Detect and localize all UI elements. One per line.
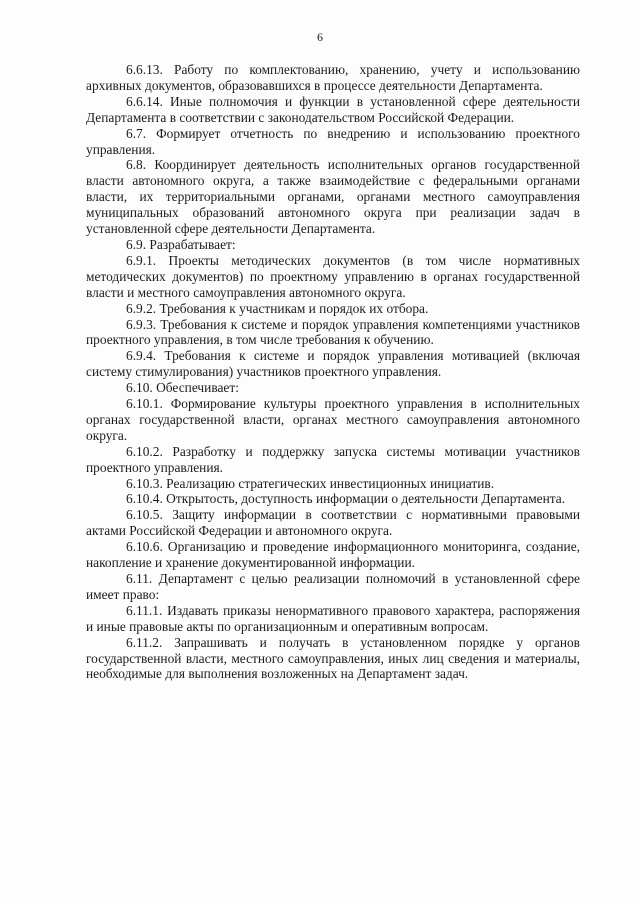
paragraph-6-9-3: 6.9.3. Требования к системе и порядок управления компетенциями участников проектного управления, в том числе требования к обучению. — [86, 316, 580, 348]
paragraph-6-11-2: 6.11.2. Запрашивать и получать в установленном порядке у органов государственной власти, местного самоуправления, иных лиц сведения и материалы, необходимые для выполнения возложенных на Департамент задач. — [86, 634, 580, 682]
paragraph-6-8: 6.8. Координирует деятельность исполнительных органов государственной власти автономного округа, а также взаимодействие с федеральными органами власти, их территориальными органами, органами местного самоуправления муниципальных образований автономного округа при реализации задач в установленной сфере деятельности Департамента. — [86, 157, 580, 237]
paragraph-6-9-4: 6.9.4. Требования к системе и порядок управления мотивацией (включая систему стимулирования) участников проектного управления. — [86, 348, 580, 380]
page-number: 6 — [317, 30, 323, 44]
paragraph-6-7: 6.7. Формирует отчетность по внедрению и использованию проектного управления. — [86, 125, 580, 157]
paragraph-6-10-1: 6.10.1. Формирование культуры проектного управления в исполнительных органах государственной власти, органах местного самоуправления автономного округа. — [86, 396, 580, 443]
paragraph-6-9: 6.9. Разрабатывает: — [126, 236, 236, 252]
paragraph-6-6-14: 6.6.14. Иные полномочия и функции в установленной сфере деятельности Департамента в соответствии с законодательством Российской Федерации. — [86, 93, 580, 125]
paragraph-6-10-6: 6.10.6. Организацию и проведение информационного мониторинга, создание, накопление и хранение документированной информации. — [86, 539, 580, 571]
paragraph-6-11: 6.11. Департамент с целью реализации полномочий в установленной сфере имеет право: — [86, 571, 580, 602]
paragraph-6-10-3: 6.10.3. Реализацию стратегических инвестиционных инициатив. — [126, 475, 495, 491]
paragraph-6-6-13: 6.6.13. Работу по комплектованию, хранению, учету и использованию архивных документов, образовавшихся в процессе деятельности Департамента. — [86, 62, 580, 93]
paragraph-6-10-4: 6.10.4. Открытость, доступность информации о деятельности Департамента. — [126, 491, 566, 507]
paragraph-6-10-5: 6.10.5. Защиту информации в соответствии с нормативными правовыми актами Российской Федерации и автономного округа. — [86, 507, 580, 539]
paragraph-6-11-1: 6.11.1. Издавать приказы ненормативного правового характера, распоряжения и иные правовые акты по организационным и оперативным вопросам. — [86, 602, 580, 634]
paragraph-6-10-2: 6.10.2. Разработку и поддержку запуска системы мотивации участников проектного управления. — [86, 443, 580, 475]
document-body — [86, 62, 580, 682]
paragraph-6-9-2: 6.9.2. Требования к участникам и порядок их отбора. — [126, 300, 429, 316]
paragraph-6-10: 6.10. Обеспечивает: — [126, 380, 239, 396]
paragraph-6-9-1: 6.9.1. Проекты методических документов (в том числе нормативных методических документов) по проектному управлению в органах государственной власти и местного самоуправления автономного округа. — [86, 252, 580, 300]
